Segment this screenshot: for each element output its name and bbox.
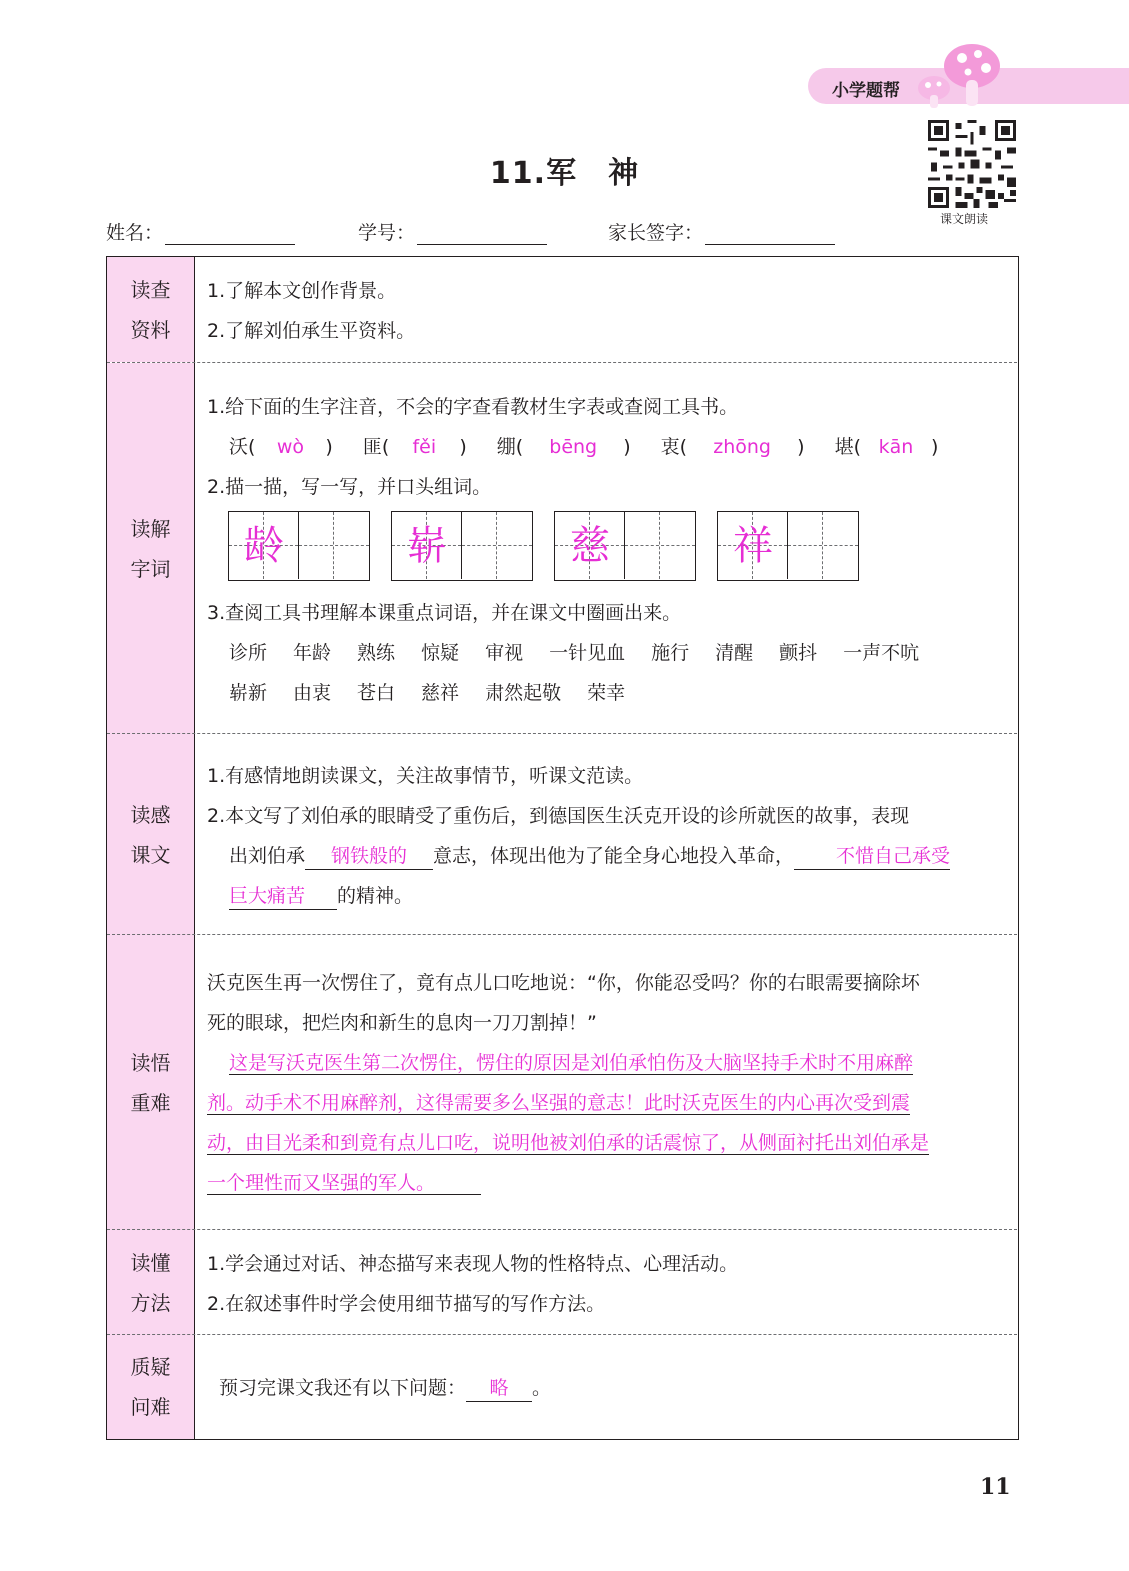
pinyin-item: 衷( zhōng ) [660, 436, 805, 458]
section-label: 读悟 重难 [107, 935, 195, 1230]
question-2b: 出刘伯承 钢铁般的 意志，体现出他为了能全身心地投入革命， 不惜自己承受 [207, 836, 1007, 876]
study-table [106, 256, 1019, 1440]
section-content [207, 1244, 1007, 1324]
tracing-box[interactable]: 慈 [554, 511, 696, 581]
student-id-label: 学号： [358, 222, 416, 244]
mushroom-icon [910, 40, 1010, 110]
parent-signature-label: 家长签字： [608, 222, 704, 244]
section-content [207, 387, 1007, 713]
tracing-box[interactable]: 祥 [717, 511, 859, 581]
section-content [207, 271, 1007, 351]
name-label: 姓名： [106, 222, 164, 244]
section-methods [107, 1229, 1017, 1335]
question-2c: 巨大痛苦 的精神。 [207, 876, 1007, 916]
section-label: 读查 资料 [107, 257, 195, 362]
section-content: 预习完课文我还有以下问题： 略 。 [207, 1368, 1007, 1408]
section-content [207, 756, 1007, 916]
answer-blank[interactable]: 略 [466, 1375, 532, 1402]
section-questions [107, 1334, 1017, 1439]
list-item: 1.学会通过对话、神态描写来表现人物的性格特点、心理活动。 [207, 1253, 739, 1275]
section-label: 读解 字词 [107, 363, 195, 734]
qr-caption: 课文朗读 [940, 212, 989, 226]
pinyin-item: 堪( kān ) [834, 436, 939, 458]
question-2a: 2.本文写了刘伯承的眼睛受了重伤后，到德国医生沃克开设的诊所就医的故事，表现 [207, 805, 910, 827]
answer-blank[interactable]: 钢铁般的 [305, 843, 433, 870]
question-2: 2.描一描，写一写，并口头组词。 [207, 476, 492, 498]
section-label: 质疑 问难 [107, 1335, 195, 1439]
answer-blank[interactable]: 不惜自己承受 [794, 843, 950, 870]
section-reading [107, 733, 1017, 935]
list-item: 2.在叙述事件时学会使用细节描写的写作方法。 [207, 1293, 606, 1315]
list-item: 1.了解本文创作背景。 [207, 280, 397, 302]
page-title: 11.军 神 [489, 156, 640, 191]
page-number: 11 [980, 1474, 1011, 1500]
quote-line: 死的眼球，把烂肉和新生的息肉一刀刀割掉！” [207, 1012, 597, 1034]
question-1: 1.给下面的生字注音，不会的字查看教材生字表或查阅工具书。 [207, 396, 739, 418]
tracing-grid [228, 507, 1007, 597]
parent-signature-field[interactable] [608, 218, 835, 245]
tracing-box[interactable]: 龄 [228, 511, 370, 581]
list-item: 2.了解刘伯承生平资料。 [207, 320, 416, 342]
quote-line: 沃克医生再一次愣住了，竟有点儿口吃地说：“你，你能忍受吗？你的右眼需要摘除坏 [207, 972, 920, 994]
analysis-answer[interactable]: 这是写沃克医生第二次愣住，愣住的原因是刘伯承怕伤及大脑坚持手术时不用麻醉 剂。动手术不用麻醉剂，这得需要多么坚强的意志！此时沃克医生的内心再次受到震 动，由目光柔和到竟有点儿口吃，说明他被刘伯承的话震惊了，从侧面衬托出刘伯承是 一个理性而又坚强的军人。 [207, 1052, 930, 1194]
word-list-2: 崭新 由衷 苍白 慈祥 肃然起敬 荣幸 [229, 682, 626, 704]
pinyin-row [207, 427, 1007, 467]
pinyin-item: 沃( wò ) [229, 436, 333, 458]
question-1: 1.有感情地朗读课文，关注故事情节，听课文范读。 [207, 765, 644, 787]
tracing-box[interactable]: 崭 [391, 511, 533, 581]
pinyin-item: 匪( fěi ) [362, 436, 467, 458]
question-3: 3.查阅工具书理解本课重点词语，并在课文中圈画出来。 [207, 602, 682, 624]
section-reference [107, 257, 1017, 362]
section-label: 读感 课文 [107, 734, 195, 935]
section-key-points [107, 934, 1017, 1230]
section-vocabulary [107, 362, 1017, 734]
section-content [207, 963, 1007, 1203]
student-id-field[interactable] [358, 218, 547, 245]
section-label: 读懂 方法 [107, 1230, 195, 1335]
answer-blank[interactable]: 巨大痛苦 [229, 883, 337, 910]
name-field[interactable] [106, 218, 295, 245]
brand-label: 小学题帮 [832, 81, 900, 101]
pinyin-item: 绷( bēng ) [496, 436, 631, 458]
word-list-1: 诊所 年龄 熟练 惊疑 审视 一针见血 施行 清醒 颤抖 一声不吭 [229, 642, 920, 664]
